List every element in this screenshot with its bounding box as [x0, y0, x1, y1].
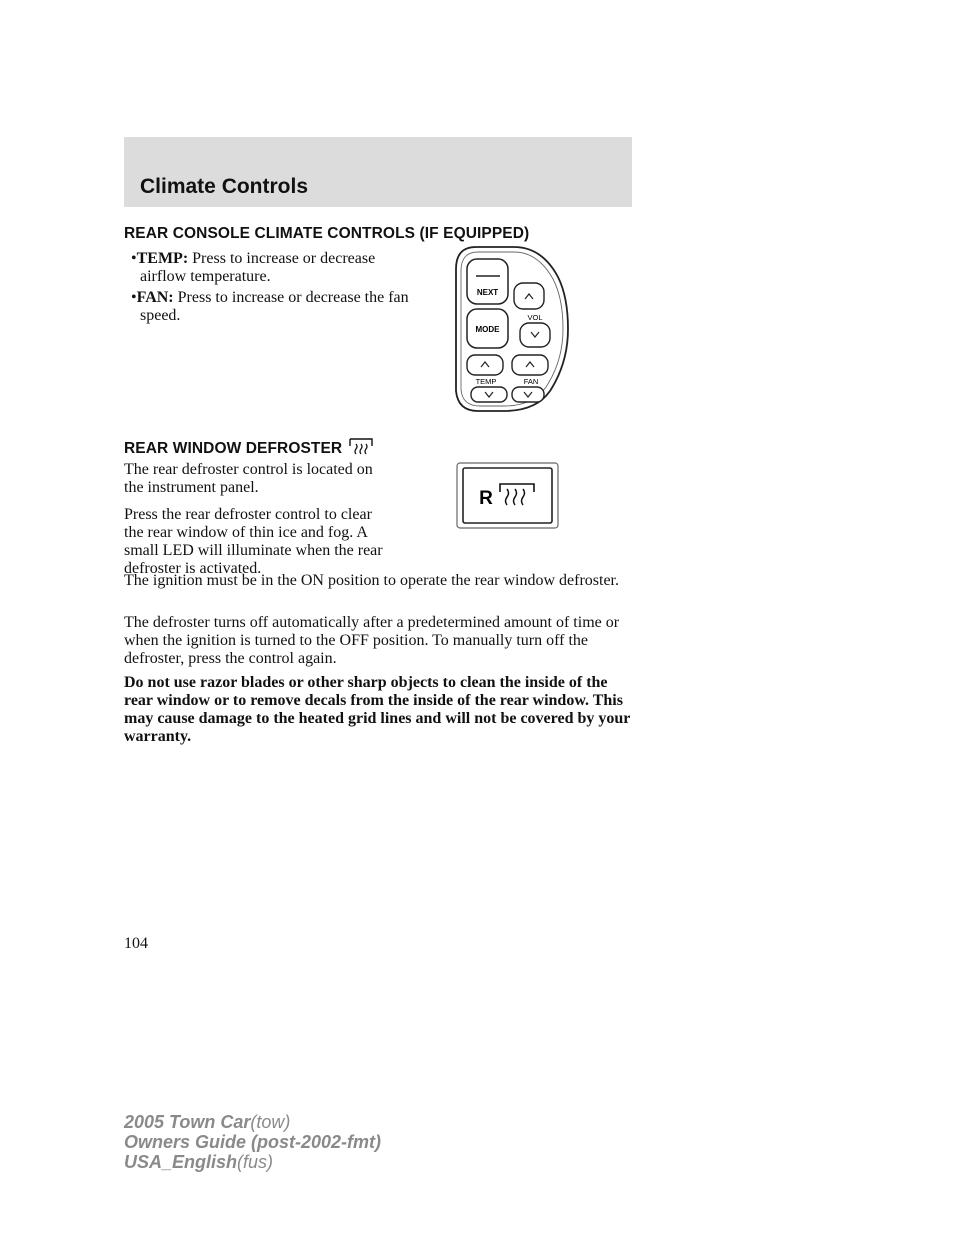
rear-defroster-heading — [124, 437, 374, 458]
footer-line-2: Owners Guide (post-2002-fmt) — [124, 1132, 382, 1152]
next-label: NEXT — [476, 288, 499, 297]
razor-warning-paragraph: Do not use razor blades or other sharp objects to clean the inside of the rear window or to remove decals from the inside of the rear window. This may cause damage to the heated grid lines and will not be covered by your warranty. — [124, 674, 631, 745]
fan-text: Press to increase or decrease the fan speed. — [140, 289, 409, 324]
next-button — [467, 259, 508, 304]
temp-term: TEMP: — [136, 250, 189, 267]
mode-label: MODE — [475, 325, 500, 334]
temp-bullet: •TEMP: Press to increase or decrease airflow temperature. — [131, 250, 376, 285]
fan-down-button — [512, 387, 544, 402]
fan-term: FAN: — [136, 289, 174, 306]
vol-up-button — [514, 283, 544, 309]
section-title: Climate Controls — [140, 175, 309, 198]
rear-defroster-heading-text: REAR WINDOW DEFROSTER — [124, 440, 343, 457]
temp-up-button — [467, 355, 503, 375]
vol-label: VOL — [527, 313, 543, 322]
footer-line-1: 2005 Town Car(tow) — [124, 1112, 291, 1132]
temp-label: TEMP — [475, 377, 497, 386]
footer-line-3: USA_English(fus) — [124, 1152, 274, 1172]
fan-up-button — [512, 355, 548, 375]
document-footer — [124, 1112, 381, 1172]
fan-bullet: •FAN: Press to increase or decrease the fan speed. — [131, 289, 409, 324]
rear-console-heading: REAR CONSOLE CLIMATE CONTROLS (IF EQUIPPED) — [124, 225, 530, 242]
temp-down-button — [471, 387, 507, 402]
ignition-paragraph: The ignition must be in the ON position to operate the rear window defroster. — [124, 572, 619, 589]
page-number: 104 — [124, 935, 148, 952]
auto-off-paragraph: The defroster turns off automatically after a predetermined amount of time or when the ignition is turned to the OFF position. To manually turn off the defroster, press the control again. — [124, 614, 620, 667]
temp-text: Press to increase or decrease airflow temperature. — [140, 250, 376, 285]
section-header — [124, 137, 632, 207]
mode-button — [467, 309, 508, 348]
defroster-location-paragraph: The rear defroster control is located on the instrument panel. — [124, 461, 373, 496]
defroster-usage-paragraph: Press the rear defroster control to clear the rear window of thin ice and fog. A small LED will illuminate when the rear defroster is activated. — [124, 506, 383, 577]
rear-button-letter: R — [479, 488, 493, 509]
rear-defroster-button-figure — [456, 462, 560, 530]
fan-label: FAN — [523, 377, 539, 386]
rear-console-control-figure — [452, 245, 572, 415]
vol-down-button — [520, 323, 550, 347]
rear-defrost-icon — [348, 437, 374, 457]
